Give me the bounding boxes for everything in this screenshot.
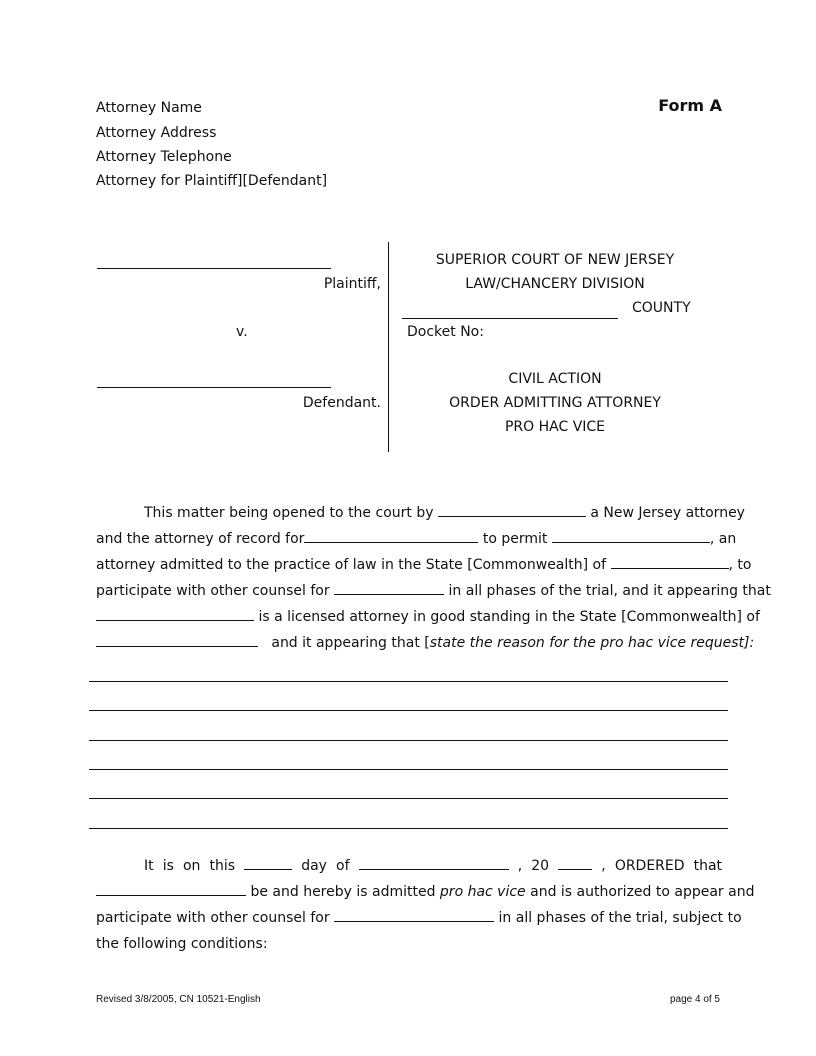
plaintiff-label: Plaintiff, bbox=[323, 276, 381, 292]
paragraph-2-line-3 bbox=[96, 905, 742, 931]
text: It is on this bbox=[144, 858, 236, 874]
attorney-telephone: Attorney Telephone bbox=[96, 149, 232, 165]
italic-text: pro hac vice bbox=[439, 884, 526, 900]
defendant-label: Defendant. bbox=[302, 395, 381, 411]
blank-attorney-name[interactable] bbox=[96, 606, 254, 621]
text: and is authorized to appear and bbox=[530, 884, 755, 900]
county-label: COUNTY bbox=[632, 300, 691, 316]
civil-action-label: CIVIL ACTION bbox=[508, 371, 602, 387]
text: , an bbox=[709, 531, 737, 547]
attorney-address: Attorney Address bbox=[96, 125, 217, 141]
county-line[interactable] bbox=[402, 318, 618, 319]
text: the following conditions: bbox=[96, 936, 268, 952]
reason-line-3[interactable] bbox=[89, 740, 728, 741]
order-title-line2: PRO HAC VICE bbox=[504, 419, 606, 435]
text: This matter being opened to the court by bbox=[144, 505, 434, 521]
versus-label: v. bbox=[236, 324, 248, 340]
blank-nj-attorney[interactable] bbox=[438, 502, 586, 517]
text: , ORDERED that bbox=[601, 858, 723, 874]
paragraph-1-line-4 bbox=[96, 578, 771, 604]
court-name: SUPERIOR COURT OF NEW JERSEY bbox=[435, 252, 675, 268]
text: to permit bbox=[482, 531, 548, 547]
text: participate with other counsel for bbox=[96, 910, 330, 926]
blank-state[interactable] bbox=[611, 554, 729, 569]
reason-line-2[interactable] bbox=[89, 710, 728, 711]
blank-party[interactable] bbox=[304, 528, 478, 543]
blank-represented-party[interactable] bbox=[334, 907, 494, 922]
blank-good-standing-state[interactable] bbox=[96, 632, 258, 647]
paragraph-1-line-1 bbox=[96, 500, 745, 526]
footer-page-number: page 4 of 5 bbox=[669, 994, 720, 1005]
text: and it appearing that [ bbox=[271, 635, 430, 651]
text: attorney admitted to the practice of law in the State [Commonwealth] of bbox=[96, 557, 607, 573]
blank-out-of-state-attorney[interactable] bbox=[552, 528, 710, 543]
paragraph-1-line-3 bbox=[96, 552, 752, 578]
form-label: Form A bbox=[658, 96, 722, 115]
docket-label: Docket No: bbox=[407, 324, 484, 340]
reason-line-6[interactable] bbox=[89, 828, 728, 829]
text: a New Jersey attorney bbox=[590, 505, 745, 521]
text: in all phases of the trial, subject to bbox=[498, 910, 742, 926]
court-division: LAW/CHANCERY DIVISION bbox=[465, 276, 645, 292]
paragraph-1-line-6 bbox=[96, 630, 755, 656]
plaintiff-name-line[interactable] bbox=[97, 268, 331, 269]
reason-line-1[interactable] bbox=[89, 681, 728, 682]
reason-line-5[interactable] bbox=[89, 798, 728, 799]
attorney-name: Attorney Name bbox=[96, 100, 202, 116]
text: and the attorney of record for bbox=[96, 531, 305, 547]
order-title-line1: ORDER ADMITTING ATTORNEY bbox=[449, 395, 661, 411]
blank-day[interactable] bbox=[244, 855, 292, 870]
text: day of bbox=[301, 858, 350, 874]
text: , to bbox=[728, 557, 752, 573]
attorney-for: Attorney for Plaintiff][Defendant] bbox=[96, 173, 328, 189]
blank-admitted-attorney[interactable] bbox=[96, 881, 246, 896]
blank-client[interactable] bbox=[334, 580, 444, 595]
text: in all phases of the trial, and it appearing that bbox=[448, 583, 771, 599]
paragraph-1-line-5 bbox=[96, 604, 760, 630]
defendant-name-line[interactable] bbox=[97, 387, 331, 388]
paragraph-2-line-4 bbox=[96, 931, 722, 957]
paragraph-2-line-2 bbox=[96, 879, 755, 905]
paragraph-1-line-2 bbox=[96, 526, 737, 552]
blank-year[interactable] bbox=[558, 855, 592, 870]
text: , 20 bbox=[517, 858, 550, 874]
text: is a licensed attorney in good standing in the State [Commonwealth] of bbox=[258, 609, 760, 625]
reason-line-4[interactable] bbox=[89, 769, 728, 770]
text: be and hereby is admitted bbox=[250, 884, 436, 900]
text: participate with other counsel for bbox=[96, 583, 330, 599]
footer-revision: Revised 3/8/2005, CN 10521-English bbox=[96, 994, 261, 1005]
italic-text: state the reason for the pro hac vice request]: bbox=[429, 635, 755, 651]
blank-month[interactable] bbox=[359, 855, 509, 870]
paragraph-2-line-1 bbox=[96, 853, 722, 879]
